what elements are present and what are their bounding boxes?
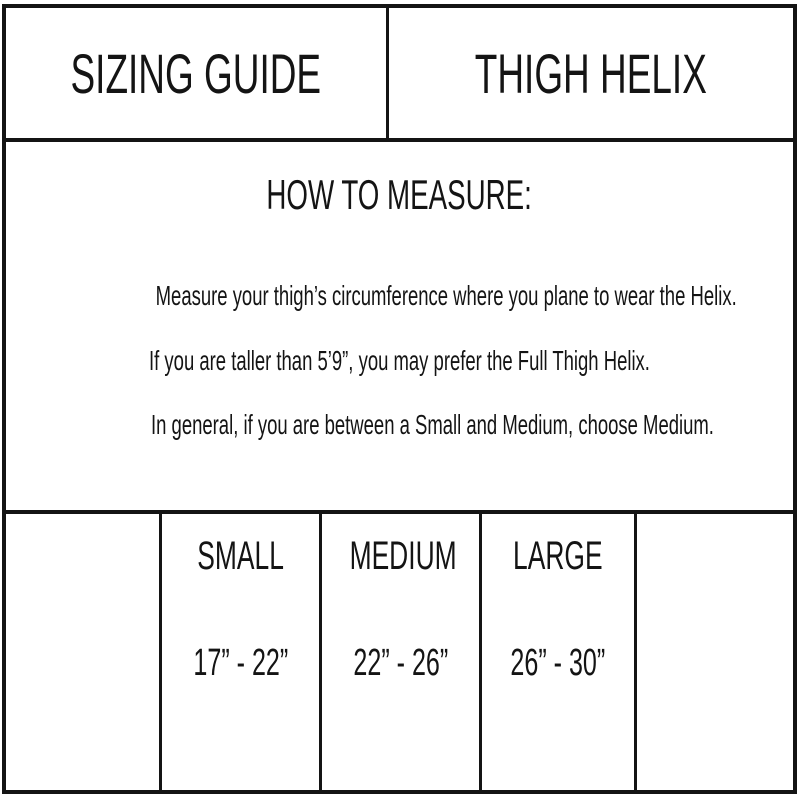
size-range-medium: 22” - 26” bbox=[353, 642, 448, 684]
size-label-small: SMALL bbox=[197, 534, 284, 578]
how-to-measure-heading: HOW TO MEASURE: bbox=[266, 171, 533, 218]
size-table-row bbox=[6, 514, 793, 790]
measure-instruction-line: If you are taller than 5’9”, you may prefer the Full Thigh Helix. bbox=[149, 345, 650, 376]
header-cell-sizing-guide bbox=[6, 8, 389, 138]
size-cell-empty-right bbox=[634, 514, 793, 790]
product-name-title: THIGH HELIX bbox=[474, 41, 707, 105]
size-label-large: LARGE bbox=[513, 534, 603, 578]
size-cell-empty-left bbox=[6, 514, 159, 790]
sizing-guide-title: SIZING GUIDE bbox=[70, 41, 322, 105]
size-cell-large bbox=[479, 514, 634, 790]
header-cell-product-name bbox=[389, 8, 793, 138]
measure-instruction-line: In general, if you are between a Small and Medium, choose Medium. bbox=[150, 409, 714, 440]
size-range-large: 26” - 30” bbox=[510, 642, 606, 684]
size-label-medium: MEDIUM bbox=[349, 534, 457, 578]
how-to-measure-section bbox=[6, 142, 793, 514]
size-cell-small bbox=[159, 514, 319, 790]
measure-instruction-line: Measure your thigh’s circumference where you plane to wear the Helix. bbox=[155, 280, 737, 311]
size-cell-medium bbox=[319, 514, 479, 790]
sizing-guide-table bbox=[2, 4, 797, 794]
size-range-small: 17” - 22” bbox=[193, 642, 288, 684]
header-row bbox=[6, 8, 793, 142]
